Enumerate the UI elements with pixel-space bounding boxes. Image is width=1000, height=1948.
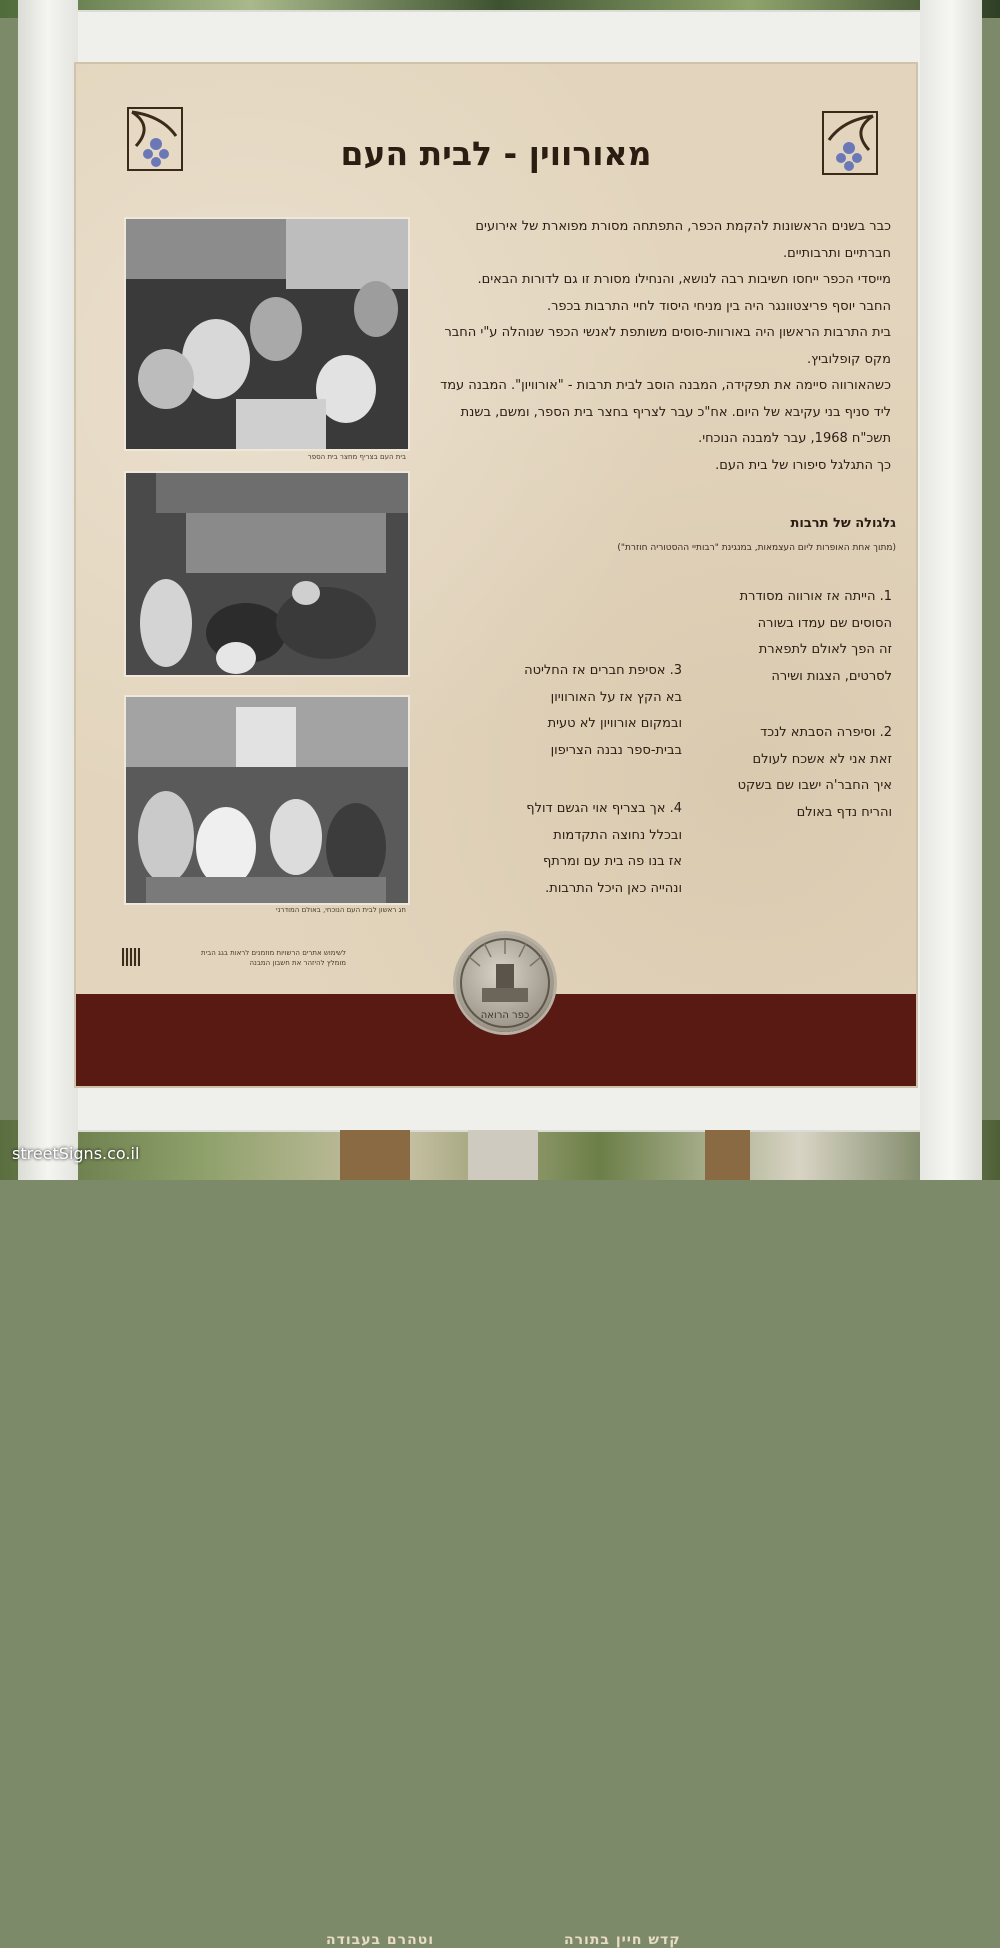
verse-line: לסרטים, הצגות ושירה bbox=[771, 668, 892, 684]
qr-code-icon bbox=[122, 948, 140, 966]
history-paragraph: מייסדי הכפר ייחסו חשיבות רבה לנושא, והנחילו מסורת זו גם לדורות הבאים. bbox=[477, 272, 891, 287]
poem-verse-4 bbox=[456, 796, 682, 902]
sign-title: מאורווין - לבית העם bbox=[340, 134, 652, 173]
verse-line: בא הקץ אז על האורוויון bbox=[550, 689, 682, 705]
wooden-post-right bbox=[705, 1130, 750, 1180]
watermark: streetSigns.co.il bbox=[12, 1144, 140, 1163]
verse-line: 1. הייתה אז אורווה מסודרת bbox=[739, 589, 892, 604]
frame-left-post bbox=[18, 0, 78, 1180]
poem-title: גלגולה של תרבות bbox=[790, 516, 896, 531]
verse-line: זאת אני לא אשכח לעולם bbox=[752, 751, 892, 767]
history-paragraph: כבר בשנים הראשונות להקמת הכפר, התפתחה מסורת מפוארת של אירועים חברתיים ותרבותיים. bbox=[475, 219, 891, 261]
concrete-post bbox=[468, 1130, 538, 1180]
historic-photo-1 bbox=[124, 217, 410, 451]
history-paragraph: כשהאורווה סיימה את תפקידה, המבנה הוסב לבית תרבות - "אורוויון". המבנה עמד ליד סניף בני עקיבא של היום. אח"כ עבר לצריף בחצר בית הספר, ומשם, בשנת תשכ"ח 1968, עבר למבנה הנוכחי. bbox=[440, 378, 891, 446]
seal-text: כפר הרואה bbox=[480, 1010, 530, 1021]
historic-photo-3 bbox=[124, 695, 410, 905]
credit-line: מומלץ להיזהר את חשבון המבנה bbox=[249, 959, 346, 967]
floral-ornament-icon bbox=[821, 110, 879, 176]
verse-line: איך החבר'ה ישבו שם בשקט bbox=[737, 778, 892, 793]
credit-text bbox=[146, 948, 346, 968]
verse-line: ונהייה כאן היכל התרבות. bbox=[545, 880, 682, 896]
wooden-post bbox=[340, 1130, 410, 1180]
motto-left: וטהרם בעבודה bbox=[326, 1932, 435, 1948]
poem-verse-3 bbox=[456, 658, 682, 764]
verse-line: 2. וסיפרה הסבתא לנכד bbox=[760, 725, 892, 740]
poem-note: (מתוך אחת האופרות ליום העצמאות, במנגינת "רבותיי ההסטוריה חוזרת") bbox=[617, 543, 896, 553]
photo-caption-3: חג ראשון לבית העם הנוכחי, באולם המודרני bbox=[276, 906, 406, 914]
frame-right-post bbox=[920, 0, 982, 1180]
history-paragraph: כך התגלגל סיפורו של בית העם. bbox=[715, 457, 891, 473]
verse-line: אז בנו פה בית עם ומרתף bbox=[542, 854, 682, 869]
motto-right: קדש חיין בתורה bbox=[564, 1932, 681, 1948]
verse-line: ובכלל נחוצה התקדמות bbox=[553, 827, 682, 843]
credit-line: לשימוש אתרים הרשויות מוזמנים לראות בגג הבית bbox=[201, 949, 346, 957]
verse-line: 4. אך בצריף אוי הגשם דולף bbox=[526, 801, 682, 816]
photo-caption-1: בית העם בצריף מחצר בית הספר bbox=[307, 453, 406, 461]
verse-line: זה הפך לאולם לתפארת bbox=[758, 642, 892, 657]
historic-photo-2 bbox=[124, 471, 410, 677]
verse-line: בבית-ספר נבנה הצריפון bbox=[550, 742, 682, 758]
history-paragraph: בית התרבות הראשון היה באורוות-סוסים משותפת לאנשי הכפר שנוהלה ע"י החבר מקס קופלוביץ. bbox=[444, 325, 891, 367]
verse-line: ובמקום אורוויון לא טעית bbox=[547, 716, 682, 731]
verse-line: 3. אסיפת חברים אז החליטה bbox=[524, 663, 682, 678]
history-paragraph: החבר יוסף פריצטוונגר היה בין מניחי היסוד לחיי התרבות בכפר. bbox=[546, 298, 891, 314]
verse-line: והריח נדף באולם bbox=[796, 804, 892, 820]
floral-ornament-icon bbox=[126, 106, 184, 172]
history-text bbox=[436, 214, 891, 479]
village-seal-emblem bbox=[456, 934, 554, 1032]
verse-line: הסוסים שם עמדו בשורה bbox=[757, 615, 892, 631]
